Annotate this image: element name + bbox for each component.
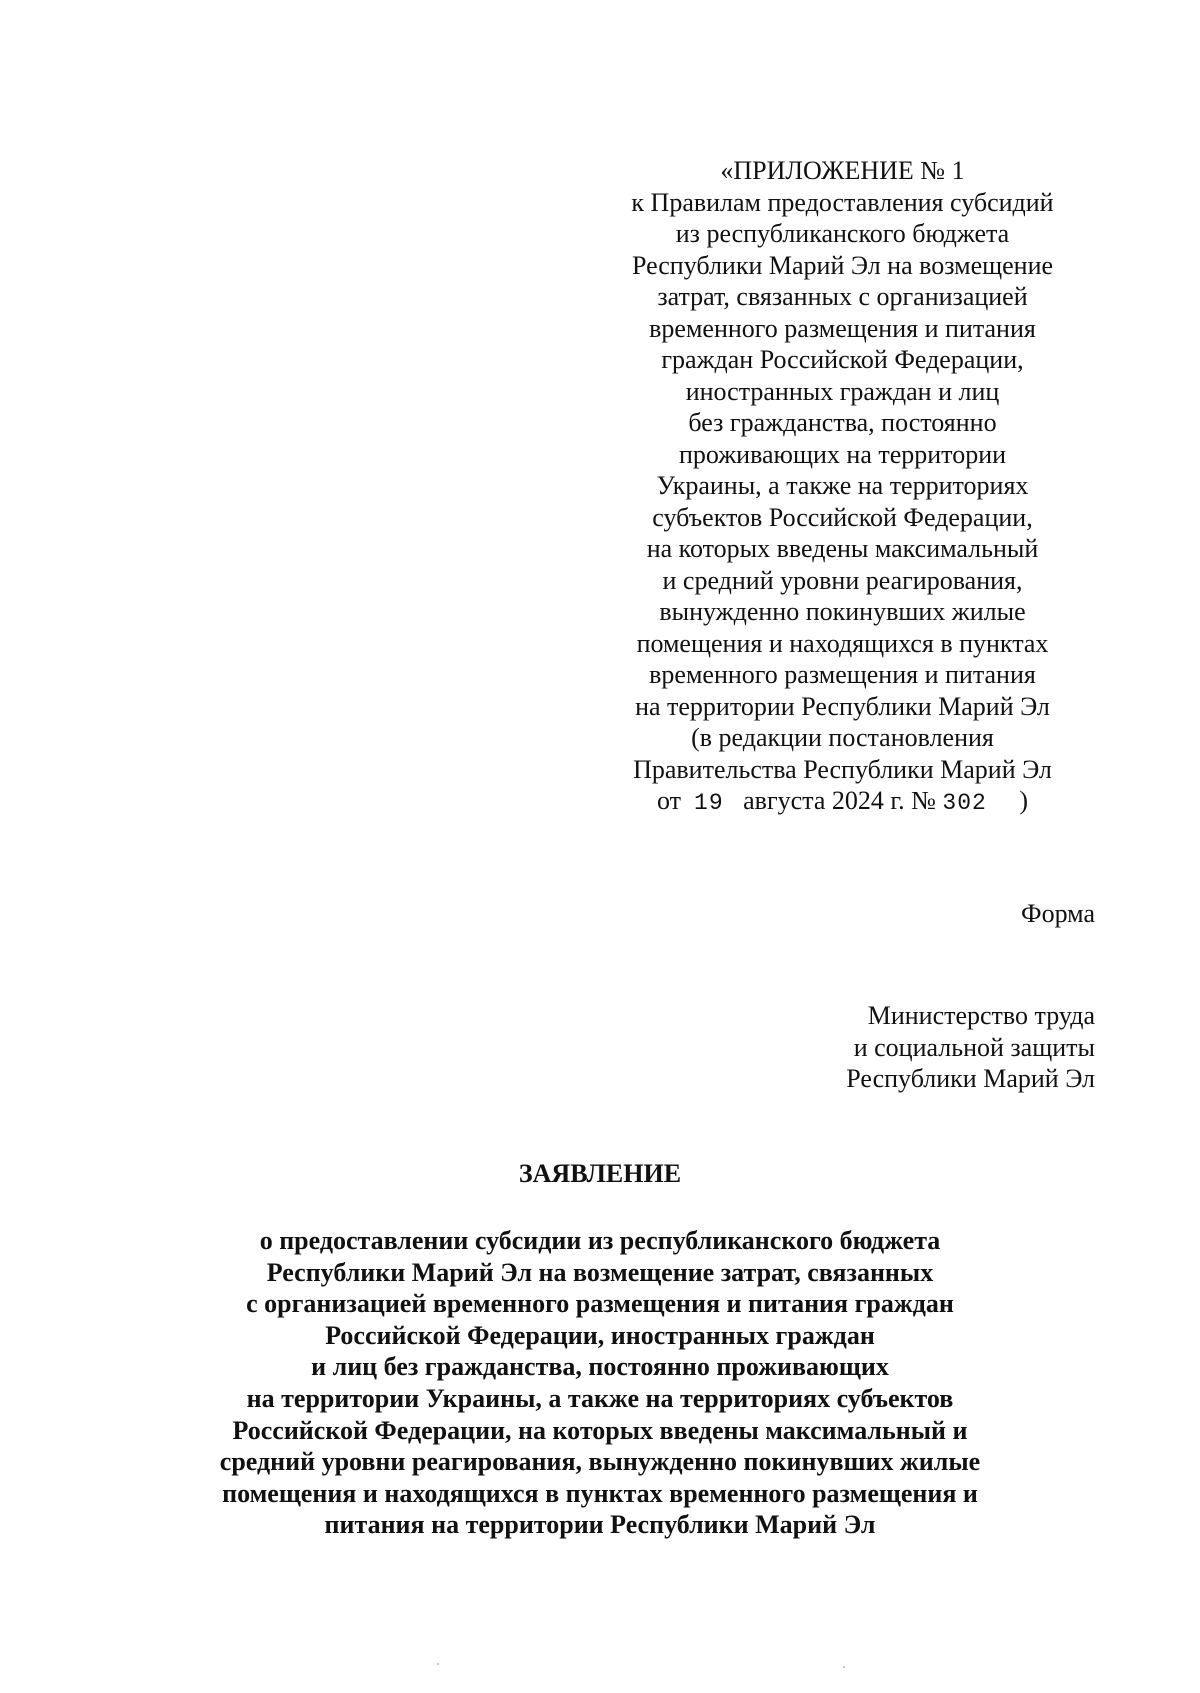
appendix-line: временного размещения и питания: [649, 313, 1036, 343]
appendix-header: [590, 155, 1095, 820]
appendix-line: затрат, связанных с организацией: [657, 282, 1028, 311]
appendix-line: (в редакции постановления: [691, 723, 994, 752]
statement-subject-line: с организацией временного размещения и питания граждан: [246, 1289, 954, 1319]
appendix-line: субъектов Российской Федерации,: [652, 502, 1033, 532]
statement-subject-line: средний уровни реагирования, вынужденно покинувших жилые: [219, 1447, 981, 1477]
statement-subject: [150, 1225, 1050, 1541]
scan-speck: [843, 1666, 845, 1668]
date-prefix: от: [656, 786, 682, 815]
appendix-line: без гражданства, постоянно: [688, 408, 997, 437]
appendix-line: вынужденно покинувших жилые: [659, 597, 1026, 626]
appendix-line: временного размещения и питания: [649, 660, 1036, 689]
appendix-line: Правительства Республики Марий Эл: [633, 754, 1052, 784]
statement-subject-line: помещения и находящихся в пунктах временного размещения и: [222, 1478, 978, 1508]
scan-speck: [437, 1663, 439, 1665]
addressee-line: Республики Марий Эл: [846, 1064, 1095, 1093]
resolution-date-line: [590, 785, 1095, 820]
statement-subject-line: Российской Федерации, на которых введены максимальный и: [232, 1415, 968, 1445]
statement-subject-line: питания на территории Республики Марий Эл: [324, 1510, 876, 1540]
resolution-number: 302: [942, 790, 987, 816]
appendix-line: «ПРИЛОЖЕНИЕ № 1: [720, 156, 965, 185]
addressee-block: [715, 1000, 1095, 1095]
appendix-line: граждан Российской Федерации,: [661, 345, 1024, 374]
appendix-line: Республики Марий Эл на возмещение: [631, 250, 1054, 280]
appendix-line: из республиканского бюджета: [675, 219, 1010, 248]
resolution-month-year: августа 2024 г. №: [743, 786, 936, 815]
statement-subject-line: Российской Федерации, иностранных граждан: [325, 1320, 875, 1350]
statement-subject-line: Республики Марий Эл на возмещение затрат, связанных: [266, 1257, 934, 1287]
appendix-line: к Правилам предоставления субсидий: [631, 187, 1054, 217]
appendix-line: Украины, а также на территориях: [656, 471, 1029, 500]
appendix-line: на территории Республики Марий Эл: [635, 691, 1050, 721]
statement-subject-line: и лиц без гражданства, постоянно проживающих: [311, 1352, 889, 1382]
appendix-line: на которых введены максимальный: [646, 534, 1039, 563]
resolution-day: 19: [694, 790, 724, 816]
addressee-line: и социальной защиты: [853, 1032, 1095, 1062]
appendix-line: иностранных граждан и лиц: [685, 376, 1000, 406]
form-label: Форма: [1021, 899, 1095, 928]
addressee-line: Министерство труда: [867, 1001, 1095, 1030]
statement-title: ЗАЯВЛЕНИЕ: [518, 1159, 682, 1188]
statement-subject-line: на территории Украины, а также на территориях субъектов: [246, 1383, 954, 1413]
appendix-line: помещения и находящихся в пунктах: [636, 628, 1049, 658]
date-suffix: ): [1019, 786, 1028, 815]
statement-subject-line: о предоставлении субсидии из республиканского бюджета: [259, 1226, 941, 1255]
appendix-line: и средний уровни реагирования,: [662, 565, 1023, 595]
appendix-line: проживающих на территории: [678, 439, 1007, 469]
